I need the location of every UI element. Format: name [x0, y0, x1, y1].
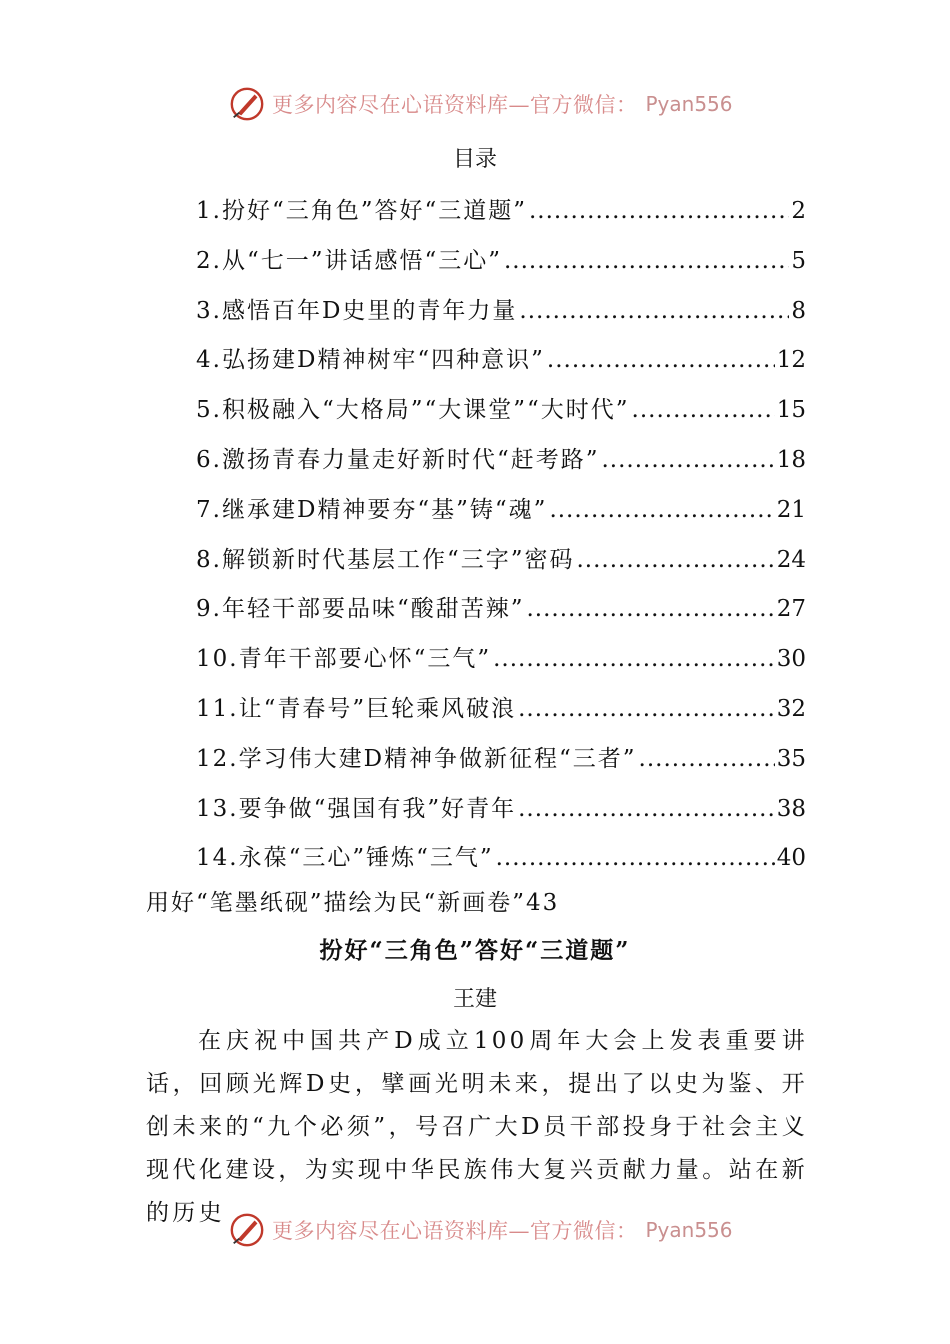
toc-entry-page: 35	[776, 745, 806, 772]
toc-entry-number: 10.	[196, 646, 239, 673]
toc-entry-title: 从“七一”讲话感悟“三心”	[221, 247, 502, 274]
banner-text: 更多内容尽在心语资料库—官方微信：	[272, 1219, 638, 1243]
toc-leader-dots	[518, 796, 775, 822]
toc-entry[interactable]	[196, 839, 806, 889]
toc-entry-title: 解锁新时代基层工作“三字”密码	[221, 546, 575, 573]
toc-entry[interactable]	[196, 640, 806, 690]
toc-entry-number: 6.	[196, 446, 222, 473]
article-paragraph: 在庆祝中国共产D成立100周年大会上发表重要讲话，回顾光辉D史，擘画光明未来，提出了以史为鉴、开创未来的“九个必须”，号召广大D员干部投身于社会主义现代化建设，为实现中华民族伟大复兴贡献力量。站在新的历史	[146, 1028, 808, 1226]
toc-entry[interactable]	[196, 391, 806, 441]
toc-entry-title: 让“青春号”巨轮乘风破浪	[238, 695, 517, 722]
toc-entry-page: 24	[776, 546, 806, 573]
toc-entry-number: 8.	[196, 546, 222, 573]
toc-leader-dots	[639, 746, 775, 772]
toc-entry-title: 积极融入“大格局”“大课堂”“大时代”	[221, 397, 630, 424]
toc-extra-entry: 用好“笔墨纸砚”描绘为民“新画卷”43	[146, 890, 560, 916]
toc-entry-page: 2	[791, 198, 806, 224]
banner-wechat-id: Pyan556	[645, 1218, 733, 1242]
toc-leader-dots	[576, 547, 774, 573]
toc-entry[interactable]	[196, 192, 806, 242]
watermark-banner-top	[228, 82, 733, 126]
toc-entry-title: 年轻干部要品味“酸甜苦辣”	[221, 596, 525, 623]
toc-entry-number: 12.	[196, 745, 239, 772]
toc-entry-number: 9.	[196, 596, 222, 623]
article-title: 扮好“三角色”答好“三道题”	[319, 937, 631, 964]
toc-entry-page: 15	[776, 397, 806, 424]
toc-leader-dots	[547, 347, 775, 373]
toc-entry[interactable]	[196, 740, 806, 790]
toc-entry-number: 4.	[196, 347, 222, 374]
banner-text: 更多内容尽在心语资料库—官方微信：	[272, 93, 638, 117]
toc-entry-number: 7.	[196, 496, 222, 523]
toc-entry-page: 30	[776, 646, 806, 673]
toc-entry-number: 11.	[196, 695, 239, 722]
toc-leader-dots	[496, 845, 775, 871]
toc-leader-dots	[526, 596, 774, 622]
toc-entry[interactable]	[196, 341, 806, 391]
toc-entry-page: 21	[776, 496, 806, 523]
toc-entry-number: 5.	[196, 397, 222, 424]
toc-entry-title: 学习伟大建D精神争做新征程“三者”	[238, 745, 637, 772]
watermark-banner-bottom	[228, 1208, 733, 1252]
toc-entry-title: 青年干部要心怀“三气”	[238, 646, 492, 673]
toc-title: 目录	[452, 147, 497, 172]
toc-entry-number: 13.	[196, 795, 239, 822]
toc-entry-title: 要争做“强国有我”好青年	[238, 795, 517, 822]
toc-entry-page: 12	[776, 347, 806, 374]
toc-entry-page: 40	[776, 845, 806, 872]
toc-entry[interactable]	[196, 590, 806, 640]
toc-entry-page: 27	[776, 596, 806, 623]
quill-logo-icon	[228, 1211, 266, 1249]
toc-entry[interactable]	[196, 790, 806, 840]
toc-entry-title: 感悟百年D史里的青年力量	[221, 297, 518, 324]
article-author: 王建	[452, 987, 497, 1012]
table-of-contents	[196, 192, 806, 889]
toc-leader-dots	[601, 447, 774, 473]
toc-leader-dots	[632, 397, 775, 423]
toc-entry[interactable]	[196, 292, 806, 342]
toc-entry-page: 5	[791, 247, 806, 274]
toc-entry-title: 继承建D精神要夯“基”铸“魂”	[221, 496, 548, 523]
toc-entry-title: 永葆“三心”锤炼“三气”	[238, 845, 494, 872]
toc-entry-page: 32	[776, 695, 806, 722]
toc-entry[interactable]	[196, 541, 806, 591]
toc-leader-dots	[504, 248, 789, 274]
toc-entry[interactable]	[196, 690, 806, 740]
toc-leader-dots	[549, 497, 774, 523]
toc-entry[interactable]	[196, 491, 806, 541]
banner-wechat-id: Pyan556	[645, 92, 733, 116]
toc-entry-title: 弘扬建D精神树牢“四种意识”	[221, 347, 545, 374]
quill-logo-icon	[228, 85, 266, 123]
toc-entry-page: 8	[791, 297, 806, 324]
toc-entry-page: 38	[776, 795, 806, 822]
toc-entry[interactable]	[196, 242, 806, 292]
toc-leader-dots	[519, 298, 789, 324]
toc-leader-dots	[518, 696, 775, 722]
toc-entry-number: 1.	[196, 198, 222, 224]
toc-entry[interactable]	[196, 441, 806, 491]
toc-leader-dots	[529, 198, 789, 224]
toc-entry-page: 18	[776, 446, 806, 473]
toc-entry-number: 14.	[196, 845, 239, 872]
toc-leader-dots	[493, 646, 775, 672]
toc-entry-number: 2.	[196, 247, 222, 274]
toc-entry-title: 激扬青春力量走好新时代“赶考路”	[221, 446, 600, 473]
toc-entry-number: 3.	[196, 297, 222, 324]
toc-entry-title: 扮好“三角色”答好“三道题”	[221, 198, 527, 224]
